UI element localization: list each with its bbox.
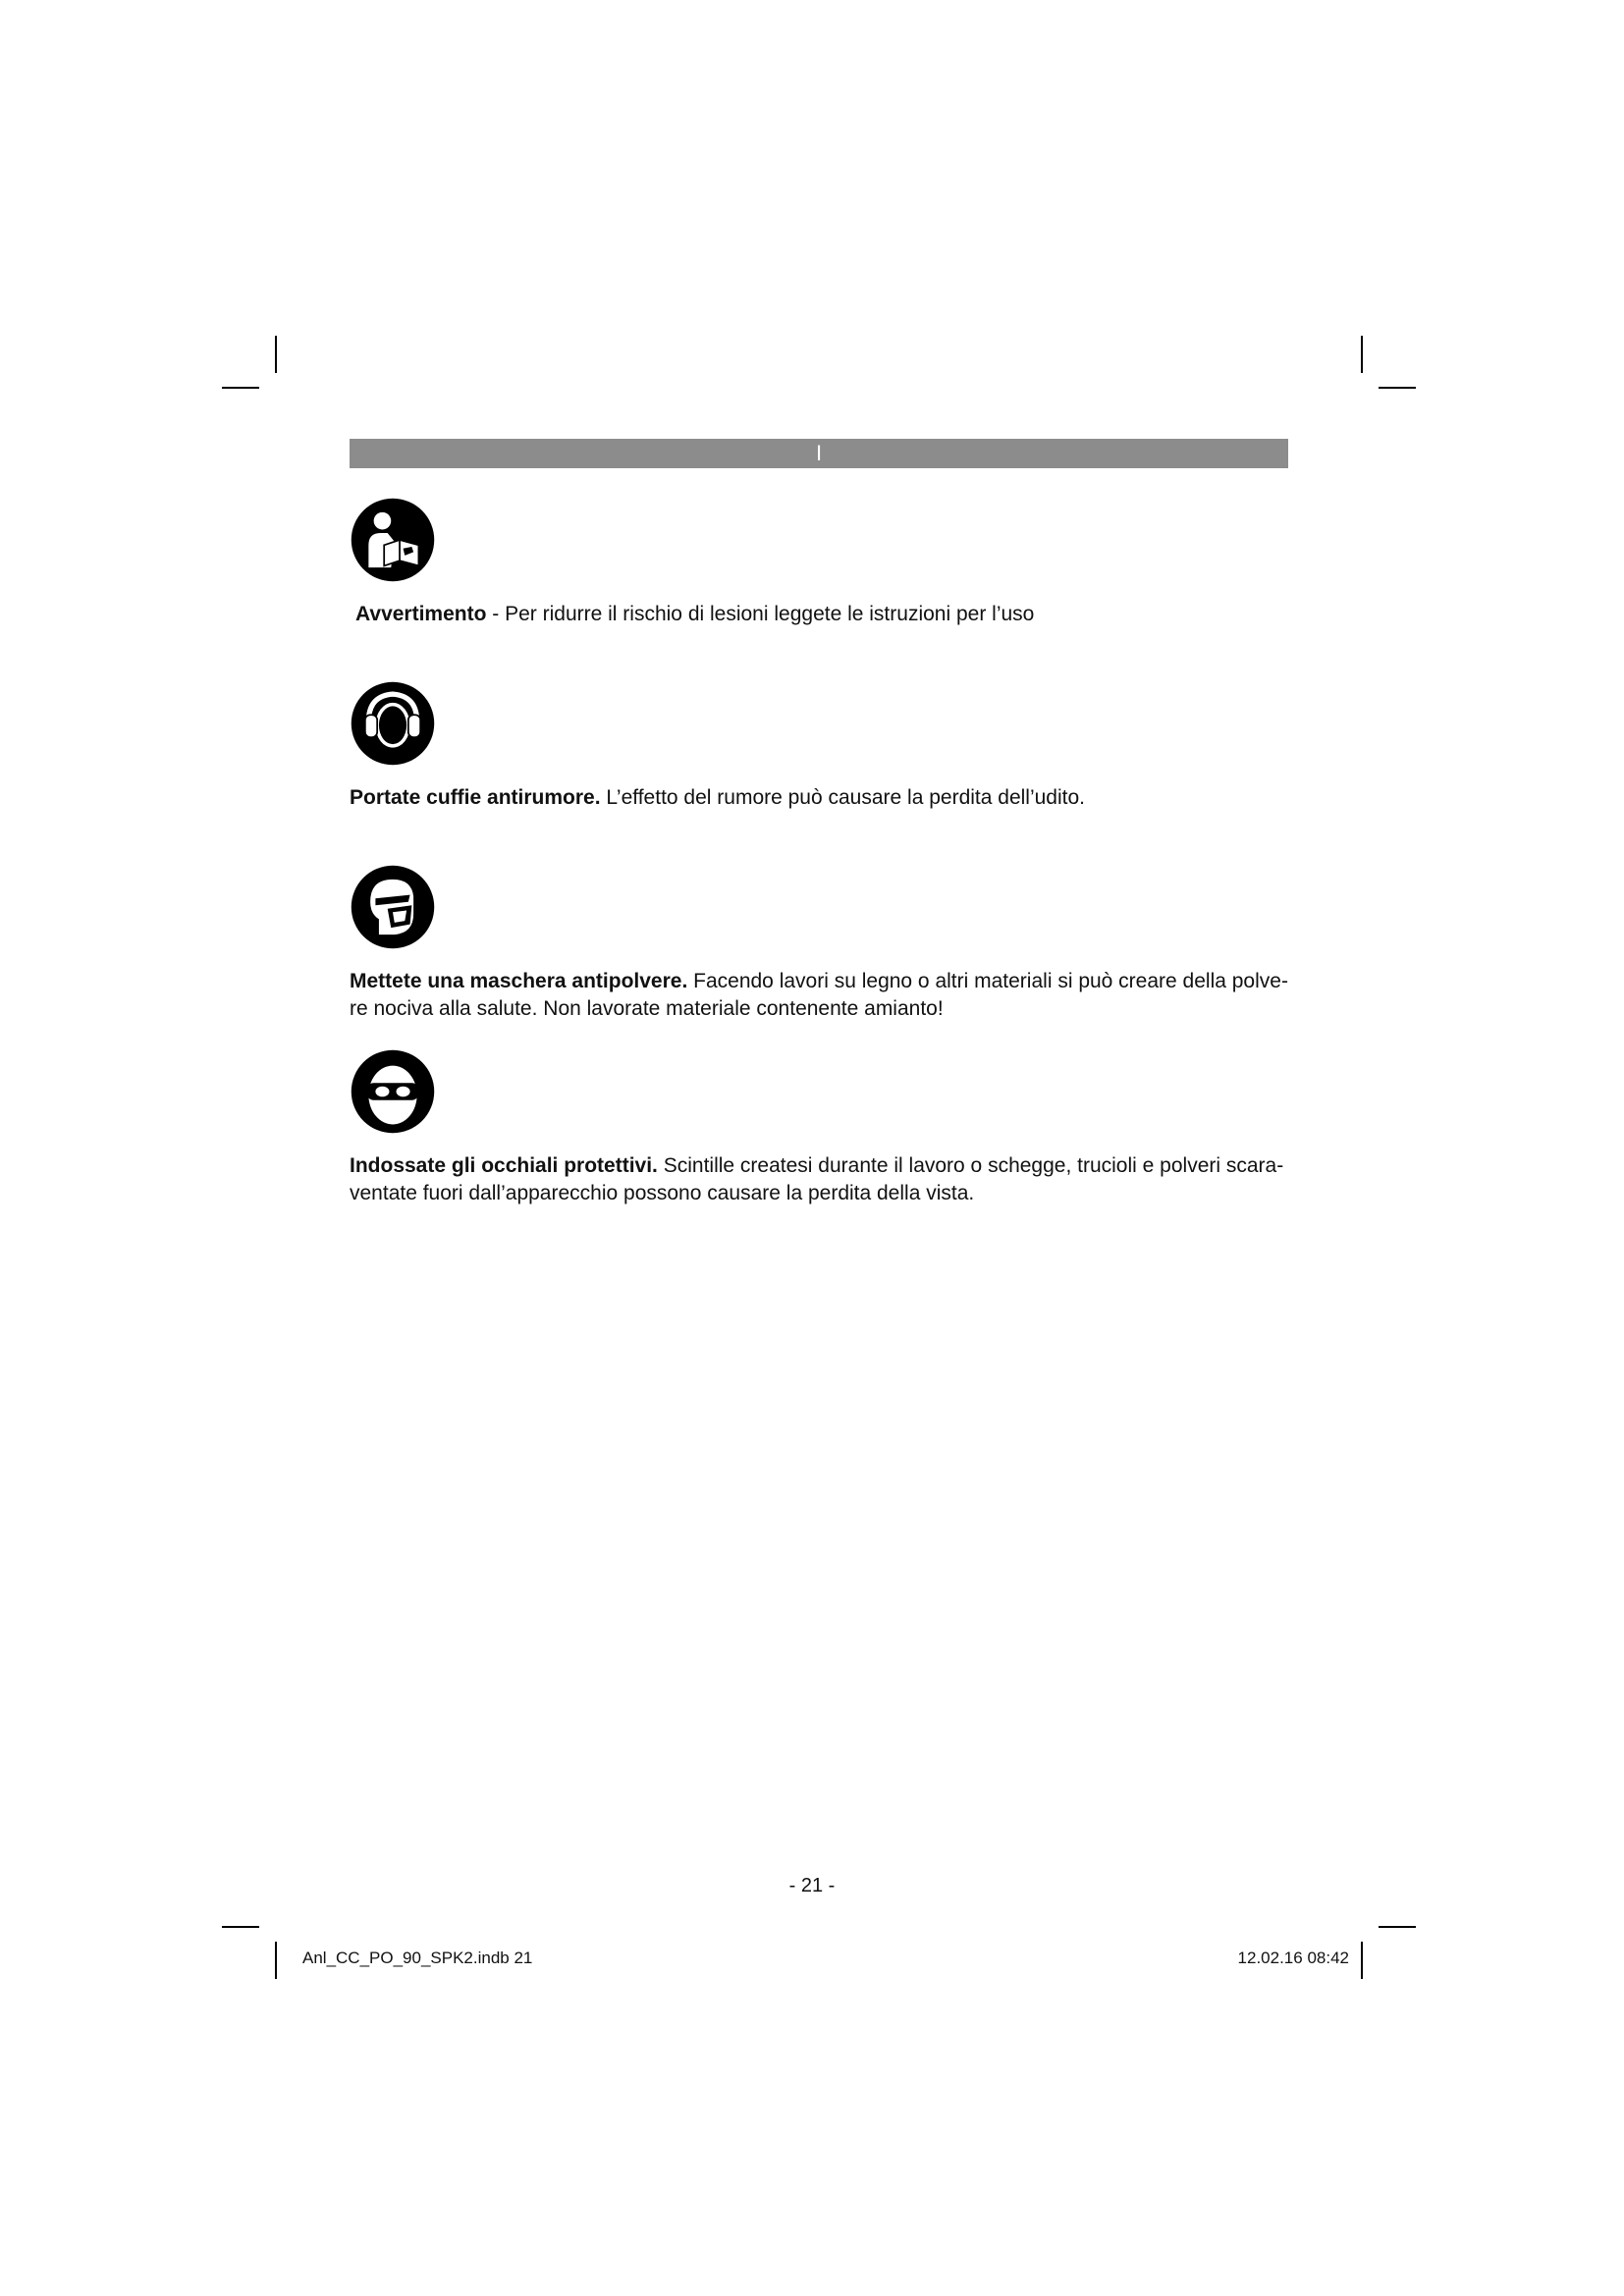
dust-mask-icon bbox=[350, 864, 436, 950]
warning-section-safety-goggles bbox=[350, 1048, 1292, 1207]
warning-text-dust-mask: Mettete una maschera antipolvere. Facendo lavori su legno o altri materiali si può creare della polve-re nociva alla salute. Non lavorate materiale contenente amianto! bbox=[350, 970, 1288, 1020]
crop-mark bbox=[1361, 336, 1363, 373]
ear-protection-icon bbox=[350, 680, 436, 767]
warning-section-read-manual bbox=[350, 497, 1292, 628]
page-number: - 21 - bbox=[788, 1875, 836, 1896]
read-manual-icon bbox=[350, 497, 436, 583]
warning-text-safety-goggles: Indossate gli occhiali protettivi. Scintille createsi durante il lavoro o schegge, trucioli e polveri scara-ventate fuori dall’apparecchio possono causare la perdita della vista. bbox=[350, 1154, 1284, 1204]
print-timestamp: 12.02.16 08:42 bbox=[1237, 1949, 1349, 1967]
language-code: I bbox=[815, 441, 823, 465]
warning-section-ear-protection bbox=[350, 680, 1292, 812]
crop-mark bbox=[275, 336, 277, 373]
language-bar bbox=[350, 439, 1288, 468]
file-name: Anl_CC_PO_90_SPK2.indb 21 bbox=[302, 1949, 533, 1967]
crop-mark bbox=[1361, 1942, 1363, 1979]
crop-mark bbox=[222, 387, 259, 389]
crop-mark bbox=[222, 1926, 259, 1928]
crop-mark bbox=[275, 1942, 277, 1979]
warning-text-read-manual: Avvertimento - Per ridurre il rischio di lesioni leggete le istruzioni per l’uso bbox=[355, 603, 1035, 625]
warning-text-ear-protection: Portate cuffie antirumore. L’effetto del rumore può causare la perdita dell’udito. bbox=[350, 786, 1085, 809]
crop-mark bbox=[1379, 1926, 1416, 1928]
warning-section-dust-mask bbox=[350, 864, 1292, 1023]
crop-mark bbox=[1379, 387, 1416, 389]
safety-goggles-icon bbox=[350, 1048, 436, 1135]
